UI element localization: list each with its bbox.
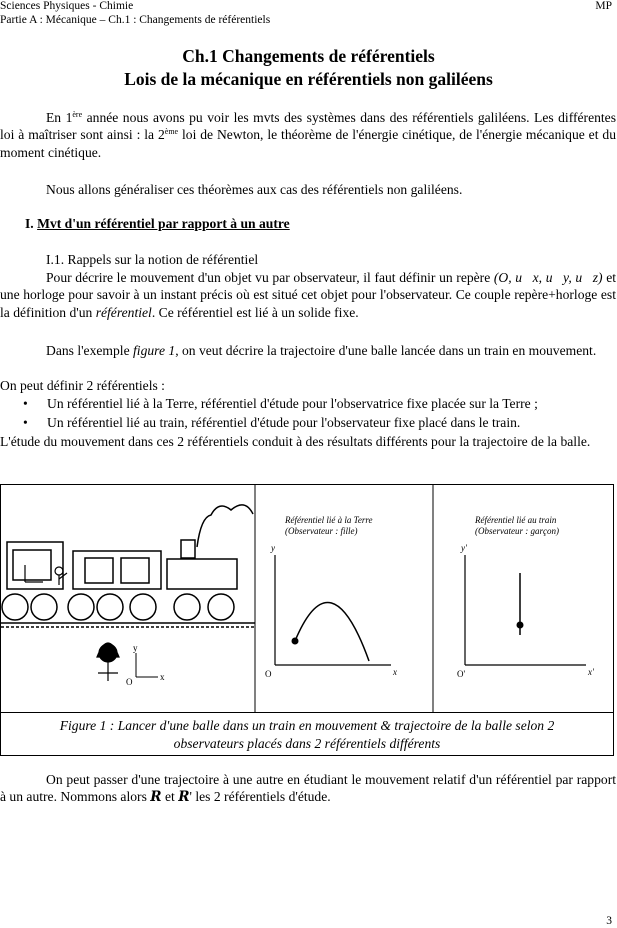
plot2-axes [465,555,586,665]
plot2-xlabel: x' [588,667,594,677]
train-illustration [1,505,255,627]
plot1-title-line1: Référentiel lié à la Terre [285,515,373,525]
header-left-line1: Sciences Physiques - Chimie [0,0,134,12]
bullet-item-2: • Un référentiel lié au train, référentiel d'étude pour l'observateur fixe placé dans le train. [23,415,521,430]
plot1-ball [292,638,299,645]
small-axes [136,653,158,677]
frame-r-symbol: R [150,789,162,806]
subsection-heading: I.1. Rappels sur la notion de référentiel [46,252,259,267]
plot1-axes [275,555,391,665]
small-axis-x: x [160,672,165,682]
bullet-item-1: • Un référentiel lié à la Terre, référentiel d'étude pour l'observatrice fixe placée sur la Terre ; [23,396,538,411]
plot1-ylabel: y [271,543,275,553]
plot1-title-line2: (Observateur : fille) [285,526,358,536]
small-axis-y: y [133,643,138,653]
plot2-ball [517,622,524,629]
subsection-paragraph-3: On peut définir 2 référentiels : [0,378,165,393]
subsection-paragraph-2: Dans l'exemple figure 1, on veut décrire la trajectoire d'une balle lancée dans un train en mouvement. [46,343,597,358]
page-title-line2: Lois de la mécanique en référentiels non galiléens [124,69,493,89]
boy-figure [25,565,67,585]
frame-r-prime-symbol: R [178,789,190,806]
header-left-line2: Partie A : Mécanique – Ch.1 : Changements de référentiels [0,14,271,26]
outro-paragraph: On peut passer d'une trajectoire à une autre en étudiant le mouvement relatif d'un référentiel par rapport à un autre. Nommons alors R et R' les 2 référentiels d'étude. [0,772,616,806]
section-heading: I. Mvt d'un référentiel par rapport à un autre [25,216,290,231]
figure-caption [0,712,614,756]
train-wheels [2,594,234,620]
plot2-title-line1: Référentiel lié au train [475,515,557,525]
plot2-title-line2: (Observateur : garçon) [475,526,559,536]
plot1-trajectory [295,602,369,661]
page-number: 3 [606,915,612,927]
intro-paragraph-1: En 1ère année nous avons pu voir les mvts des systèmes dans des référentiels galiléens. Les différentes loi à maîtriser sont ainsi : la 2ème loi de Newton, le théorème de l'énergie cinétique, de l'énergie mécanique et du moment cinétique. [0,110,616,160]
small-axis-origin: O [126,677,133,687]
header-right: MP [595,0,612,12]
plot1-xlabel: x [393,667,397,677]
subsection-paragraph-1: Pour décrire le mouvement d'un objet vu par observateur, il faut définir un repère (O, u⃗x, u⃗y, u⃗z) et une horloge pour savoir à un instant précis où est situé cet objet pour l'observateur. Ce couple repère+horloge est la définition d'un référentiel. Ce référentiel est lié à un solide fixe. [0,270,616,320]
plot1-origin: O [265,669,272,679]
girl-figure [97,643,119,681]
figure-caption-line2: observateurs placés dans 2 référentiels différents [173,735,441,751]
frame-formula: (O, u⃗x, u⃗y, u⃗z) [493,270,603,285]
intro-paragraph-2: Nous allons généraliser ces théorèmes aux cas des référentiels non galiléens. [46,182,463,197]
page-title-line1: Ch.1 Changements de référentiels [182,46,435,66]
figure-caption-line1: Figure 1 : Lancer d'une balle dans un train en mouvement & trajectoire de la balle selon 2 [59,718,555,733]
plot2-ylabel: y' [461,543,467,553]
plot2-origin: O' [457,669,466,679]
subsection-paragraph-4: L'étude du mouvement dans ces 2 référentiels conduit à des résultats différents pour la trajectoire de la balle. [0,434,591,449]
